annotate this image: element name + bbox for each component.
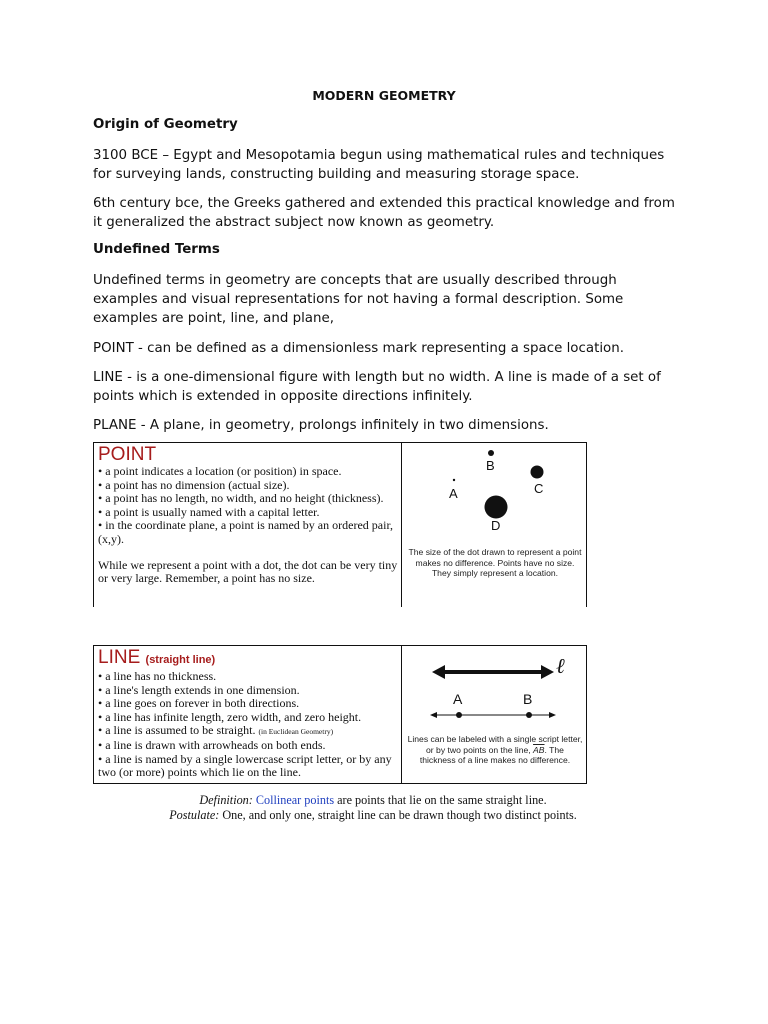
paragraph-origin-2: 6th century bce, the Greeks gathered and extended this practical knowledge and from it generalized the abstract subject now known as geometry. — [93, 196, 675, 230]
point-text-column — [94, 443, 402, 607]
definition-text: are points that lie on the same straight line. — [337, 793, 547, 807]
line-box-subtitle: (straight line) — [145, 654, 216, 666]
list-item: • a point has no length, no width, and no height (thickness). — [98, 491, 384, 506]
point-a-label: A — [449, 486, 458, 501]
line-l-arrow-left — [432, 665, 445, 679]
paragraph-line-definition: LINE - is a one-dimensional figure with length but no width. A line is made of a set of points which is extended in opposite directions infinitely. — [93, 370, 661, 404]
list-item: • a line's length extends in one dimension. — [98, 682, 300, 697]
postulate-label: Postulate: — [169, 807, 220, 822]
list-item: • a line has infinite length, zero width, and zero height. — [98, 709, 362, 724]
paragraph-origin-1: 3100 BCE – Egypt and Mesopotamia begun using mathematical rules and techniques for surveying lands, constructing building and measuring storage space. — [93, 148, 665, 182]
list-item: • a line has no thickness. — [98, 669, 217, 683]
line-box-title: LINE — [98, 647, 141, 668]
point-box-title: POINT — [98, 444, 157, 465]
point-diagram — [403, 443, 586, 607]
line-caption-text-1: Lines can be labeled with a single script letter, or by two points on the line, — [407, 734, 583, 755]
line-point-a-dot — [456, 712, 462, 718]
point-d-label: D — [491, 518, 501, 533]
point-note: While we represent a point with a dot, the dot can be very tiny or very large. Remember, a point has no size. — [98, 557, 398, 586]
point-a-dot — [453, 479, 455, 481]
point-b-dot — [488, 450, 494, 456]
line-ab-arrow-right — [549, 712, 556, 718]
page-title: MODERN GEOMETRY — [312, 88, 456, 103]
point-b-label: B — [486, 458, 495, 473]
line-euclidean-note: (in Euclidean Geometry) — [258, 727, 334, 737]
collinear-points-term: Collinear points — [255, 793, 335, 807]
line-diagram — [403, 646, 586, 783]
line-bullet-list — [98, 670, 401, 780]
point-c-label: C — [534, 481, 544, 496]
line-figure — [93, 645, 587, 784]
heading-undefined-terms: Undefined Terms — [93, 242, 220, 257]
list-item: • a point indicates a location (or position) in space. — [98, 464, 342, 478]
paragraph-plane-definition: PLANE - A plane, in geometry, prolongs infinitely in two dimensions. — [93, 418, 549, 433]
point-d-dot — [485, 496, 508, 519]
definition-label: Definition: — [199, 793, 253, 807]
point-figure — [93, 442, 587, 607]
definition-line — [93, 793, 653, 808]
line-point-b-dot — [526, 712, 532, 718]
point-bullet-list — [98, 465, 401, 586]
point-caption: The size of the dot drawn to represent a point makes no difference. Points have no size. They simply represent a location. — [408, 547, 582, 579]
line-script-letter: ℓ — [556, 654, 565, 678]
list-item: • a line goes on forever in both directions. — [98, 696, 300, 711]
line-point-b-label: B — [523, 691, 533, 707]
list-item: • in the coordinate plane, a point is named by an ordered pair, (x,y). — [98, 518, 393, 546]
line-caption-text-2: . The thickness of a line makes no difference. — [419, 744, 571, 766]
heading-origin: Origin of Geometry — [93, 117, 238, 132]
definitions-block — [93, 793, 653, 822]
paragraph-point-definition: POINT - can be defined as a dimensionless mark representing a space location. — [93, 341, 624, 356]
list-item: • a point is usually named with a capital letter. — [98, 504, 320, 519]
postulate-text: One, and only one, straight line can be drawn though two distinct points. — [222, 807, 577, 822]
line-text-column — [94, 646, 402, 783]
paragraph-undefined-terms: Undefined terms in geometry are concepts that are usually described through examples and visual representations for not having a formal description. Some examples are point, line, and plane, — [93, 273, 624, 326]
line-l-arrow-right — [541, 665, 554, 679]
list-item: • a line is named by a single lowercase script letter, or by any two (or more) points which lie on the line. — [98, 751, 392, 780]
line-point-a-label: A — [453, 691, 463, 707]
line-straight-bullet: • a line is assumed to be straight. — [98, 723, 256, 738]
postulate-line — [93, 808, 653, 823]
point-c-dot — [531, 466, 544, 479]
list-item: • a line is drawn with arrowheads on both ends. — [98, 737, 326, 752]
line-caption — [407, 734, 583, 766]
line-box-title-row — [98, 648, 401, 670]
line-ab-arrow-left — [430, 712, 437, 718]
list-item — [98, 724, 401, 739]
list-item: • a point has no dimension (actual size). — [98, 477, 290, 492]
line-caption-ab: $\overline{AB}$ — [533, 744, 545, 755]
